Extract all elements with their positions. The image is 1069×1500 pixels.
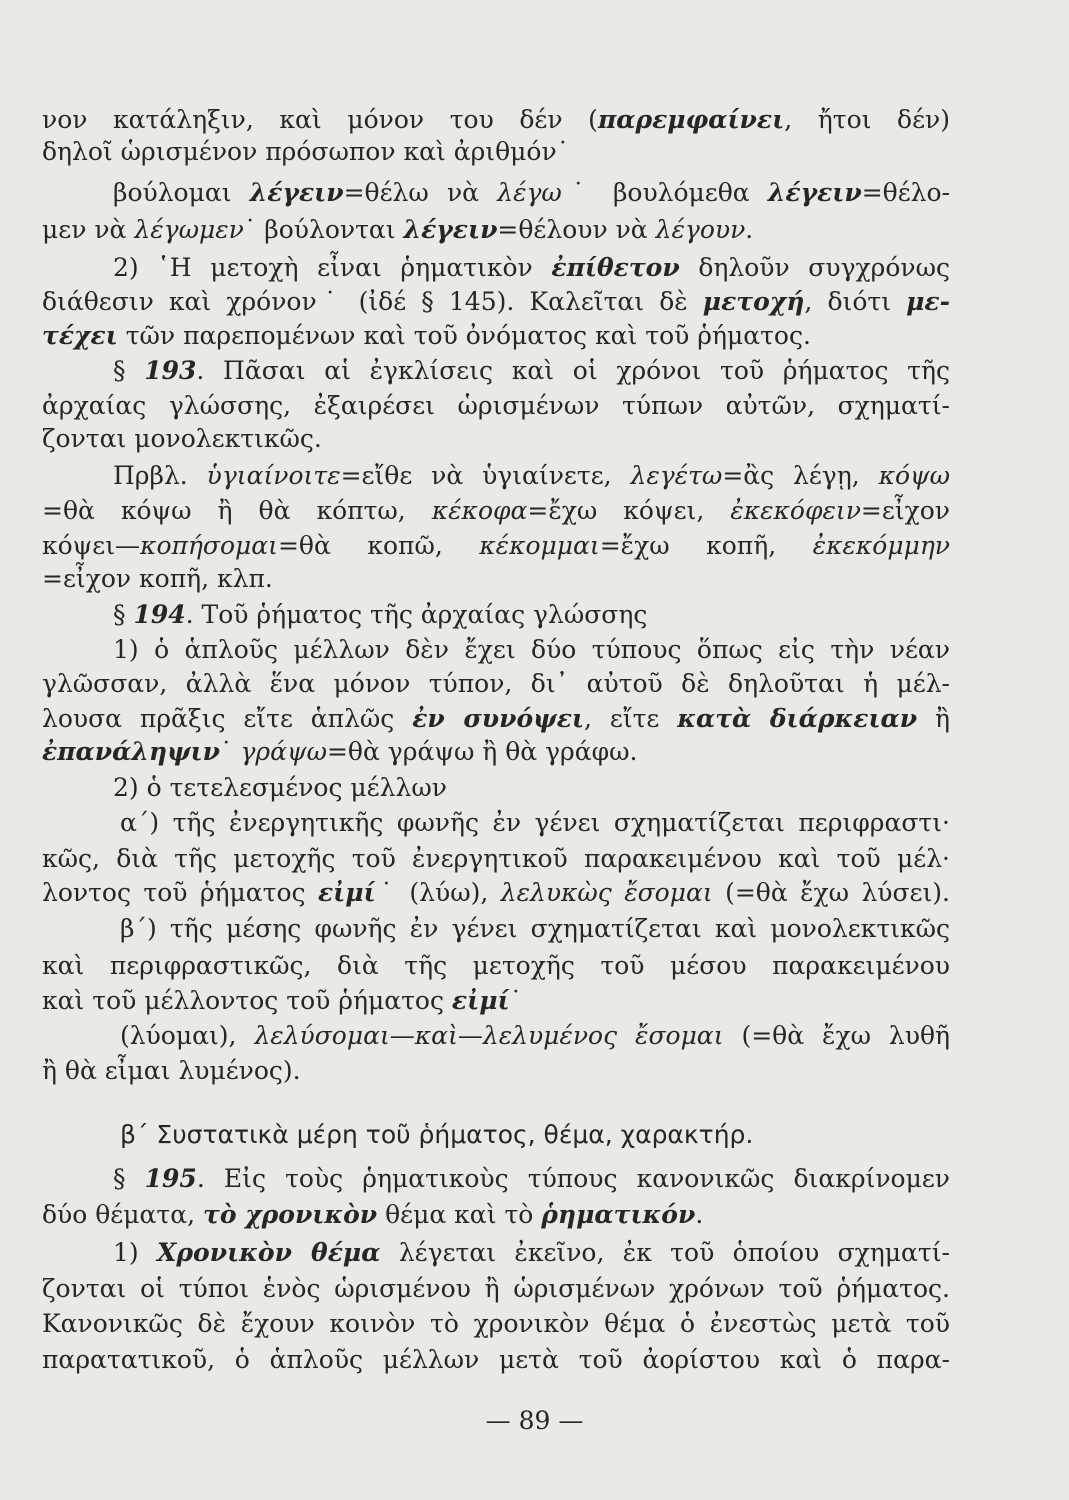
text-line: καὶ τοῦ μέλλοντος τοῦ ῥήματος εἰμί˙ — [42, 986, 523, 1015]
text-line: 1) Χρονικὸν θέμα λέγεται ἐκεῖνο, ἐκ τοῦ ὁποίου σχηματί- — [113, 1238, 950, 1267]
text-line: ἢ θὰ εἶμαι λυμένος). — [42, 1056, 301, 1085]
text-line: λοντος τοῦ ῥήματος εἰμί˙ (λύω), λελυκὼς ἔσομαι (=θὰ ἔχω λύσει). — [42, 878, 951, 907]
text-line: Κανονικῶς δὲ ἔχουν κοινὸν τὸ χρονικὸν θέμα ὁ ἐνεστὼς μετὰ τοῦ — [42, 1309, 950, 1338]
text-line: β΄) τῆς μέσης φωνῆς ἐν γένει σχηματίζεται καὶ μονολεκτικῶς — [120, 914, 950, 943]
text-line: § 194. Τοῦ ῥήματος τῆς ἀρχαίας γλώσσης — [113, 600, 648, 629]
text-line: παρατατικοῦ, ὁ ἁπλοῦς μέλλων μετὰ τοῦ ἀορίστου καὶ ὁ παρα- — [42, 1345, 950, 1374]
section-number: 193 — [144, 356, 197, 385]
text-line: τέχει τῶν παρεπομένων καὶ τοῦ ὀνόματος καὶ τοῦ ῥήματος. — [42, 321, 811, 350]
text-line: ἐπανάληψιν˙ γράψω=θὰ γράψω ἢ θὰ γράφω. — [42, 737, 638, 766]
text-line: κῶς, διὰ τῆς μετοχῆς τοῦ ἐνεργητικοῦ παρακειμένου καὶ τοῦ μέλ· — [42, 844, 950, 873]
section-heading: β΄ Συστατικὰ μέρη τοῦ ῥήματος, θέμα, χαρακτήρ. — [120, 1120, 754, 1149]
text-line: 2) ῾Η μετοχὴ εἶναι ῥηματικὸν ἐπίθετον δηλοῦν συγχρόνως — [113, 253, 950, 282]
text-line: 1) ὁ ἁπλοῦς μέλλων δὲν ἔχει δύο τύπους ὅπως εἰς τὴν νέαν — [113, 635, 950, 664]
text-line: =θὰ κόψω ἢ θὰ κόπτω, κέκοφα=ἔχω κόψει, ἐκεκόφειν=εἶχον — [42, 496, 950, 525]
text-line: § 193. Πᾶσαι αἱ ἐγκλίσεις καὶ οἱ χρόνοι τοῦ ῥήματος τῆς — [113, 356, 950, 385]
section-number: 194 — [133, 600, 186, 629]
text-line: ζονται μονολεκτικῶς. — [42, 424, 322, 453]
section-number: 195 — [144, 1164, 197, 1193]
page-number: — 89 — — [485, 1406, 584, 1435]
text-line: μεν νὰ λέγωμεν˙ βούλονται λέγειν=θέλουν νὰ λέγουν. — [42, 215, 754, 244]
text-line: δύο θέματα, τὸ χρονικὸν θέμα καὶ τὸ ῥηματικόν. — [42, 1200, 704, 1229]
text-line: γλῶσσαν, ἀλλὰ ἕνα μόνον τύπον, δι᾽ αὐτοῦ δὲ δηλοῦται ἡ μέλ- — [42, 669, 950, 698]
text-line: =εἶχον κοπῆ, κλπ. — [42, 564, 273, 593]
text-line: βούλομαι λέγειν=θέλω νὰ λέγω˙ βουλόμεθα λέγειν=θέλο- — [113, 178, 951, 207]
text-line: § 195. Εἰς τοὺς ῥηματικοὺς τύπους κανονικῶς διακρίνομεν — [113, 1164, 950, 1193]
text-line: ἀρχαίας γλώσσης, ἐξαιρέσει ὡρισμένων τύπων αὐτῶν, σχηματί- — [42, 391, 950, 420]
text-line: νον κατάληξιν, καὶ μόνον του δέν (παρεμφαίνει, ἤτοι δέν) — [42, 105, 950, 134]
text-line: α΄) τῆς ἐνεργητικῆς φωνῆς ἐν γένει σχηματίζεται περιφραστι· — [120, 808, 950, 837]
text-line: λουσα πρᾶξις εἴτε ἁπλῶς ἐν συνόψει, εἴτε κατὰ διάρκειαν ἢ — [42, 704, 950, 733]
text-line: καὶ περιφραστικῶς, διὰ τῆς μετοχῆς τοῦ μέσου παρακειμένου — [42, 951, 950, 980]
text-line: ζονται οἱ τύποι ἑνὸς ὡρισμένου ἢ ὡρισμένων χρόνων τοῦ ῥήματος. — [42, 1274, 950, 1303]
text-line: (λύομαι), λελύσομαι—καὶ—λελυμένος ἔσομαι (=θὰ ἔχω λυθῆ — [120, 1021, 950, 1050]
text-line: διάθεσιν καὶ χρόνον˙ (ἰδέ § 145). Καλεῖται δὲ μετοχή, διότι με- — [42, 287, 950, 316]
text-line: 2) ὁ τετελεσμένος μέλλων — [113, 773, 447, 802]
text-line: Πρβλ. ὑγιαίνοιτε=εἴθε νὰ ὑγιαίνετε, λεγέτω=ἂς λέγῃ, κόψω — [113, 461, 950, 490]
text-line: κόψει—κοπήσομαι=θὰ κοπῶ, κέκομμαι=ἔχω κοπῆ, ἐκεκόμμην — [42, 531, 950, 560]
text-line: δηλοῖ ὡρισμένον πρόσωπον καὶ ἀριθμόν˙ — [42, 137, 570, 166]
